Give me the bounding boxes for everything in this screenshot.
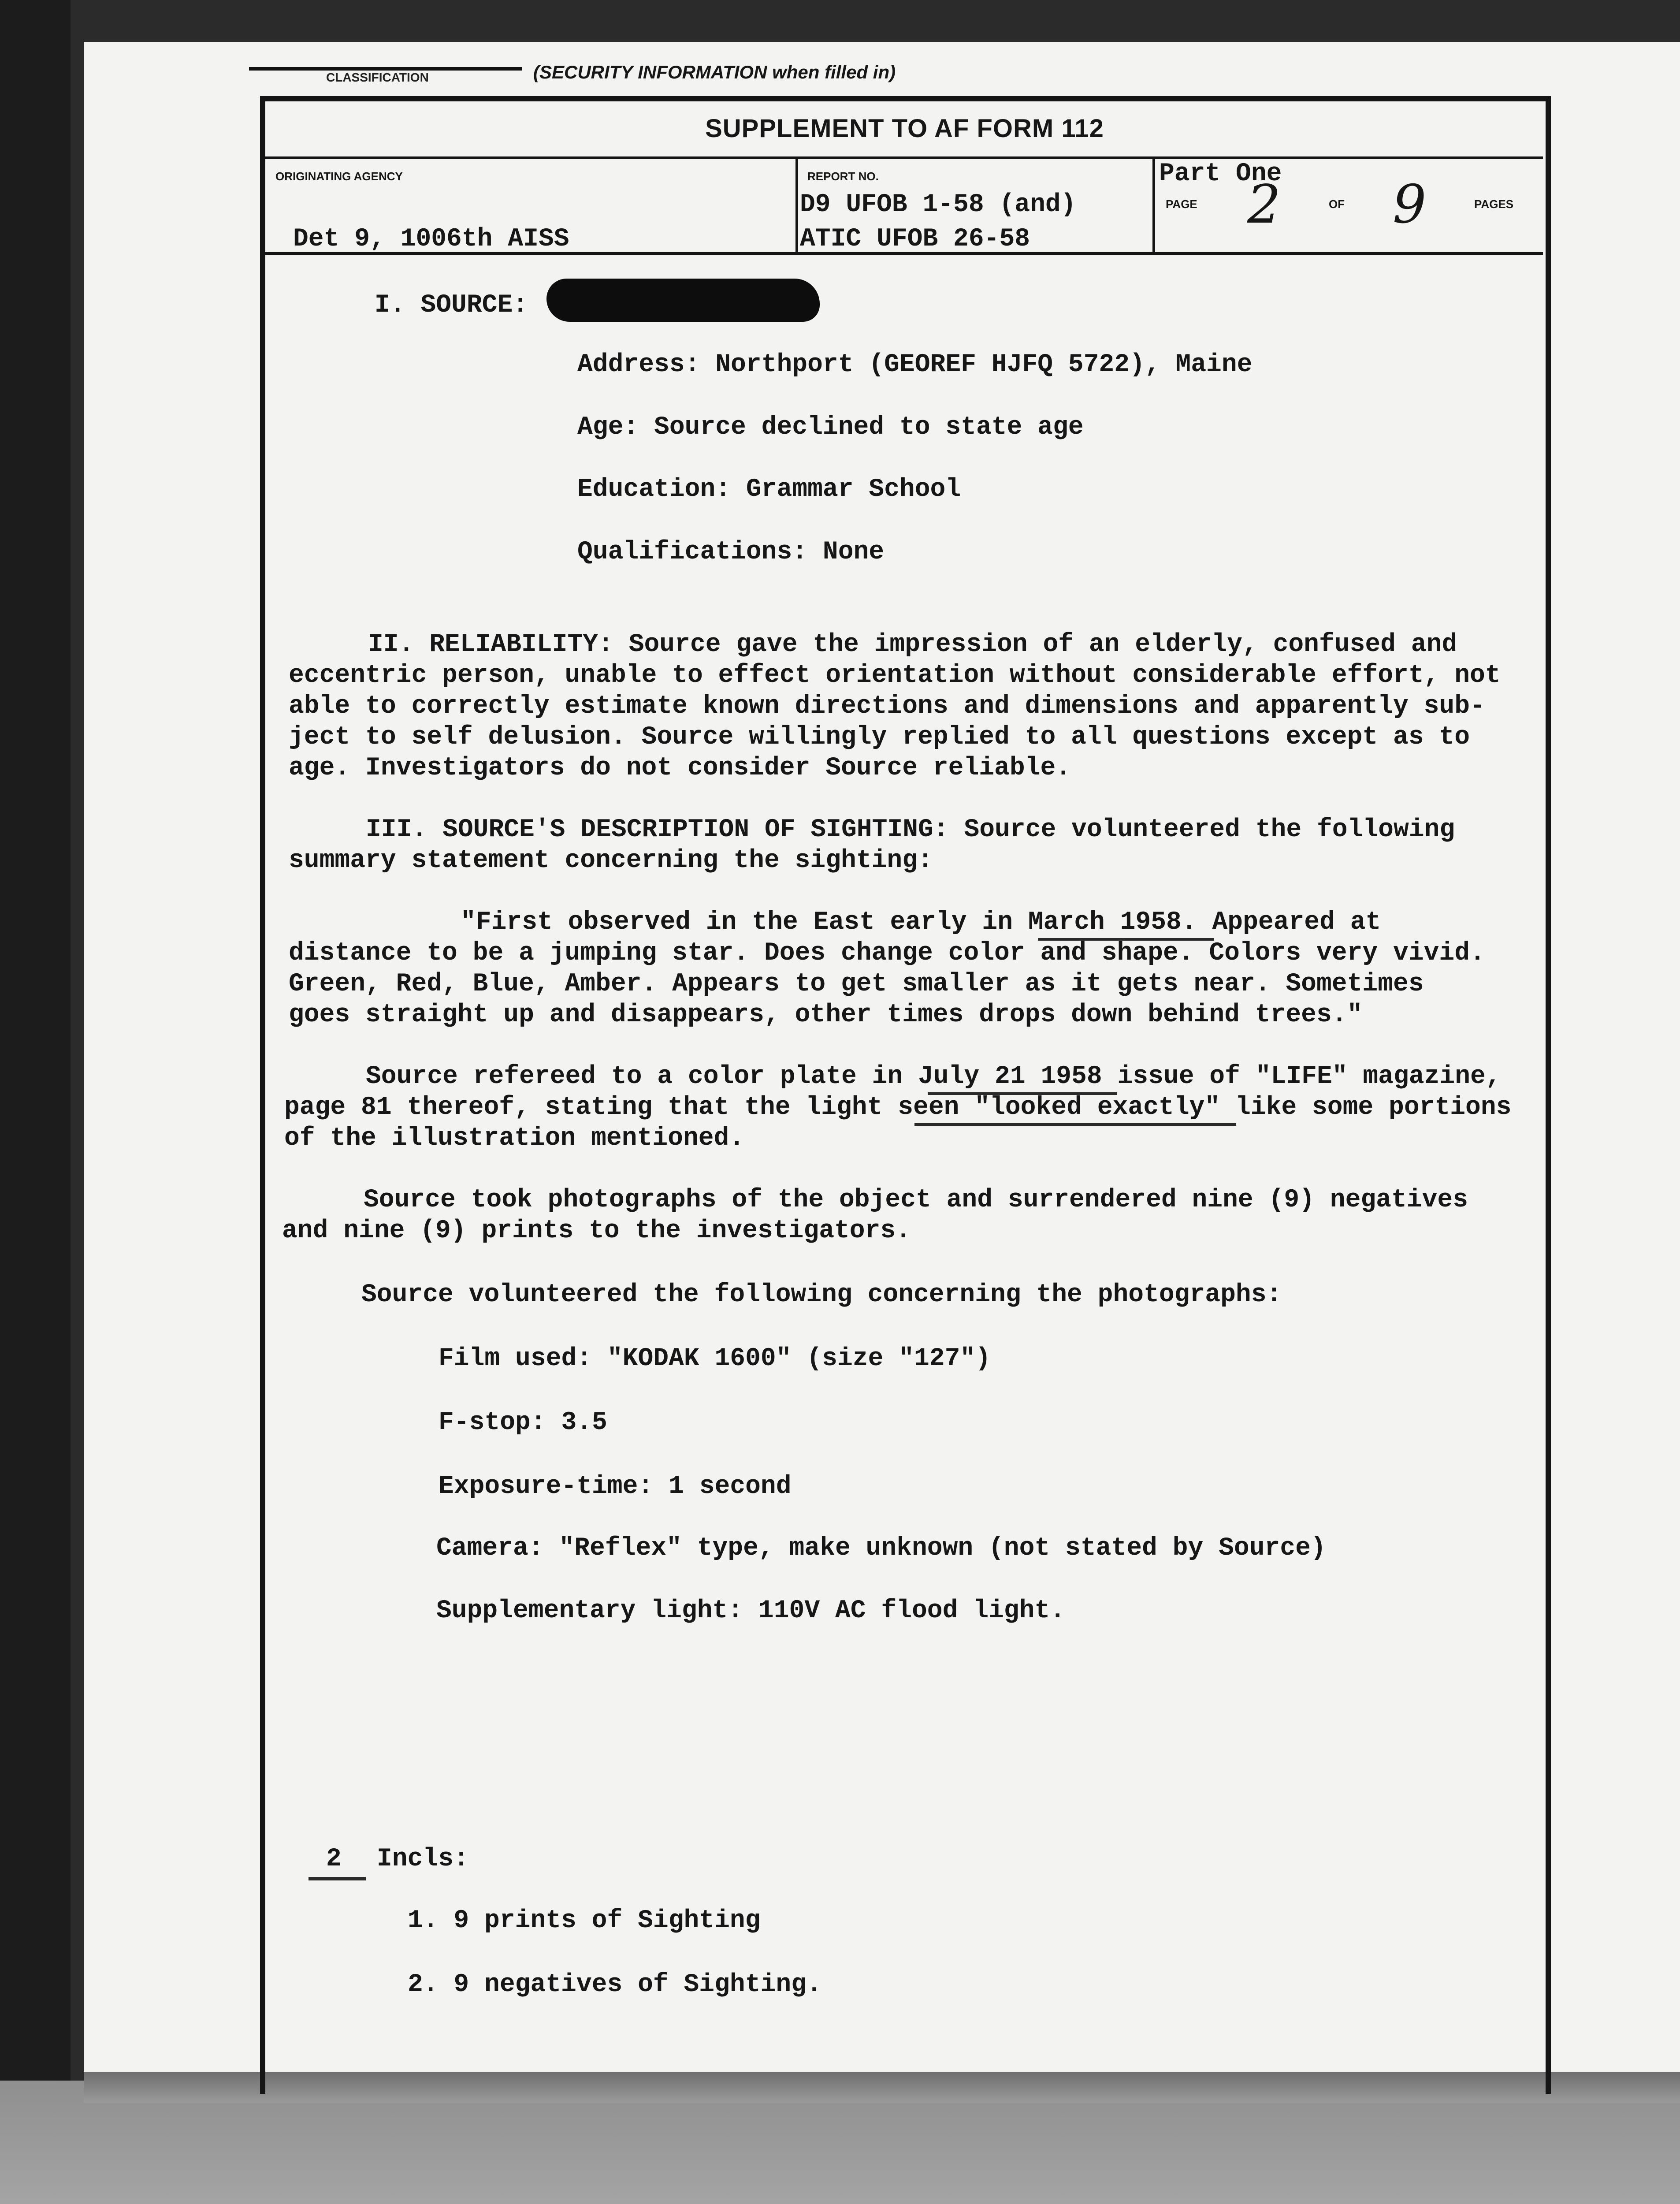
report-no-line1: D9 UFOB 1-58 (and) (800, 190, 1076, 219)
report-no-line2: ATIC UFOB 26-58 (800, 225, 1030, 253)
header-column-divider (795, 158, 798, 254)
total-pages: 9 (1393, 174, 1427, 235)
description-line-2: summary statement concerning the sighting: (289, 846, 933, 875)
classification-label: CLASSIFICATION (326, 71, 429, 84)
of-label: OF (1329, 197, 1345, 211)
inclosure-item-2: 2. 9 negatives of Sighting. (408, 1970, 822, 1999)
part-label: Part One (1159, 160, 1282, 188)
exposure-time: Exposure-time: 1 second (439, 1472, 792, 1501)
reliability-line-5: age. Investigators do not consider Source reliable. (289, 754, 1071, 782)
underline-mark (308, 1877, 366, 1880)
inclosures-label: Incls: (377, 1845, 469, 1873)
source-qualifications: Qualifications: None (577, 538, 885, 566)
redaction-mark (546, 279, 820, 322)
classification-rule (249, 67, 522, 71)
source-education: Education: Grammar School (577, 475, 961, 504)
source-address: Address: Northport (GEOREF HJFQ 5722), Maine (577, 350, 1253, 379)
reliability-line-2: eccentric person, unable to effect orientation without considerable effort, not (289, 661, 1501, 690)
page-number: 2 (1247, 174, 1281, 235)
security-note: (SECURITY INFORMATION when filled in) (533, 62, 896, 82)
photographs-intro: Source volunteered the following concerning the photographs: (361, 1281, 1282, 1309)
scan-left-edge (0, 0, 71, 2098)
quote-line-1: "First observed in the East early in March 1958. Appeared at (461, 908, 1381, 937)
life-line-1: Source refereed to a color plate in July 21 1958 issue of "LIFE" magazine, (366, 1062, 1501, 1091)
reliability-line-3: able to correctly estimate known directions and dimensions and apparently sub- (289, 692, 1485, 721)
form-title: SUPPLEMENT TO AF FORM 112 (705, 114, 1104, 143)
f-stop: F-stop: 3.5 (439, 1408, 607, 1437)
supplementary-light: Supplementary light: 110V AC flood light. (436, 1597, 1066, 1625)
quote-line-2: distance to be a jumping star. Does change color and shape. Colors very vivid. (289, 939, 1485, 968)
page-label: PAGE (1166, 197, 1197, 211)
photo-line-2: and nine (9) prints to the investigators. (282, 1217, 911, 1245)
source-age: Age: Source declined to state age (577, 413, 1084, 442)
life-line-2: page 81 thereof, stating that the light seen "looked exactly" like some portions (284, 1093, 1512, 1122)
reliability-line-4: ject to self delusion. Source willingly replied to all questions except as to (289, 723, 1470, 752)
inclosure-item-1: 1. 9 prints of Sighting (408, 1906, 761, 1935)
report-no-label: REPORT NO. (807, 170, 879, 183)
quote-line-4: goes straight up and disappears, other times drops down behind trees." (289, 1001, 1363, 1029)
header-divider (263, 156, 1543, 159)
life-line-3: of the illustration mentioned. (284, 1124, 745, 1153)
source-heading: I. SOURCE: (375, 291, 528, 320)
description-line-1: III. SOURCE'S DESCRIPTION OF SIGHTING: Source volunteered the following (366, 815, 1455, 844)
header-column-divider (1152, 158, 1155, 254)
underline-mark (914, 1123, 1236, 1126)
originating-agency-value: Det 9, 1006th AISS (293, 225, 569, 253)
pages-label: PAGES (1474, 197, 1514, 211)
originating-agency-label: ORIGINATING AGENCY (275, 170, 403, 183)
inclosure-count: 2 (326, 1845, 342, 1873)
quote-line-3: Green, Red, Blue, Amber. Appears to get smaller as it gets near. Sometimes (289, 970, 1424, 998)
reliability-line-1: II. RELIABILITY: Source gave the impression of an elderly, confused and (368, 630, 1457, 659)
camera: Camera: "Reflex" type, make unknown (not stated by Source) (436, 1534, 1326, 1563)
film-used: Film used: "KODAK 1600" (size "127") (439, 1344, 991, 1373)
photo-line-1: Source took photographs of the object and surrendered nine (9) negatives (364, 1186, 1468, 1214)
